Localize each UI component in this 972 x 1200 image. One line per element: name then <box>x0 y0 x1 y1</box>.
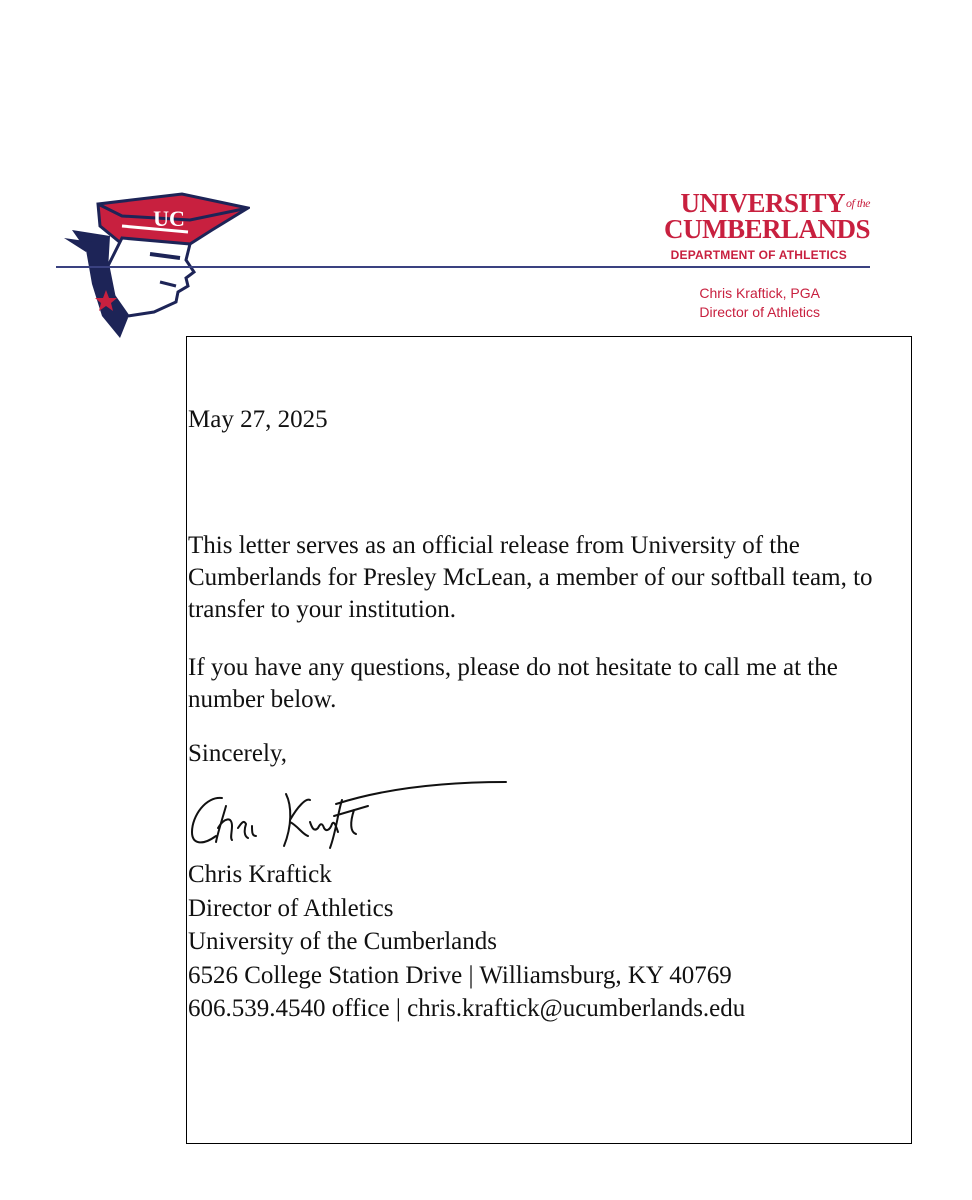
letterhead-rule <box>56 266 870 268</box>
handwritten-signature-icon <box>186 776 516 854</box>
patriot-mascot-logo-icon <box>62 186 250 341</box>
department-label: DEPARTMENT OF ATHLETICS <box>670 248 847 262</box>
university-wordmark <box>600 190 870 242</box>
university-ofthe: of the <box>846 196 870 210</box>
logo-monogram: UC <box>153 206 185 231</box>
signer-address: 6526 College Station Drive | Williamsburg, KY 40769 <box>188 961 732 989</box>
signer-title: Director of Athletics <box>188 894 394 922</box>
letter-paragraph-2: If you have any questions, please do not hesitate to call me at the number below. <box>188 654 838 713</box>
signer-name: Chris Kraftick <box>188 861 332 888</box>
signer-contact: 606.539.4540 office | chris.kraftick@ucumberlands.edu <box>188 995 746 1022</box>
university-line2: CUMBERLANDS <box>663 214 870 244</box>
signer-org: University of the Cumberlands <box>188 928 497 955</box>
contact-title: Director of Athletics <box>699 304 820 320</box>
contact-name: Chris Kraftick, PGA <box>699 285 820 301</box>
signature-block <box>188 858 745 1026</box>
letter-closing: Sincerely, <box>188 740 288 767</box>
letter-date: May 27, 2025 <box>188 406 328 433</box>
letterhead-contact <box>600 284 820 322</box>
letter-paragraph-1: This letter serves as an official release from University of the Cumberlands for Presley McLean, a member of our softball team, to transfer to your institution. <box>188 532 873 623</box>
university-line1: UNIVERSITY <box>680 188 845 218</box>
